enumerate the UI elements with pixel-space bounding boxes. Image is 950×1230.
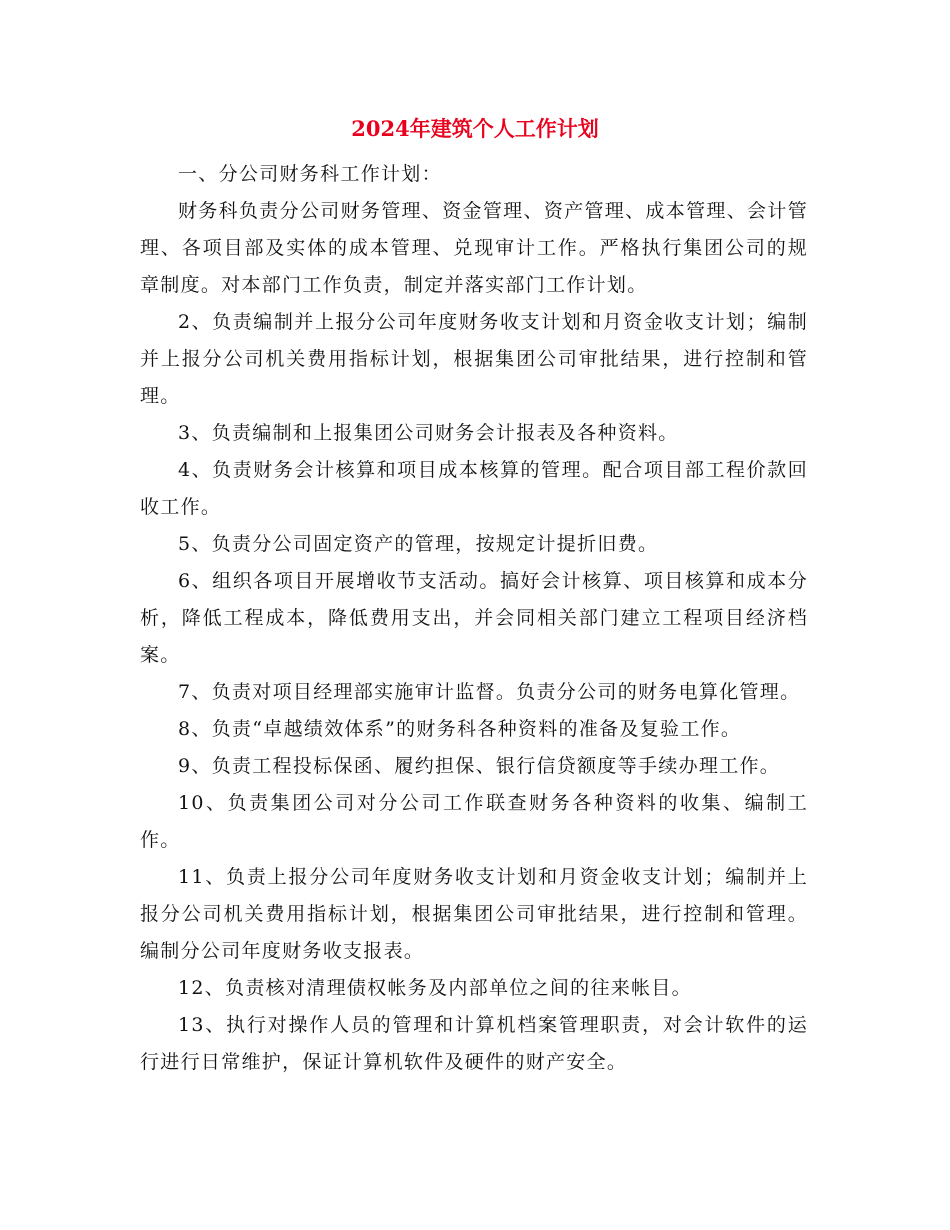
paragraph: 7、负责对项目经理部实施审计监督。负责分公司的财务电算化管理。: [178, 681, 801, 703]
paragraph: 2、负责编制并上报分公司年度财务收支计划和月资金收支计划；编制并上报分公司机关费用指标计划，根据集团公司审批结果，进行控制和管理。: [140, 311, 808, 407]
paragraph: 10、负责集团公司对分公司工作联查财务各种资料的收集、编制工作。: [140, 792, 808, 851]
paragraph: 5、负责分公司固定资产的管理，按规定计提折旧费。: [178, 533, 659, 555]
paragraph: 9、负责工程投标保函、履约担保、银行信贷额度等手续办理工作。: [178, 755, 781, 777]
paragraph: 4、负责财务会计核算和项目成本核算的管理。配合项目部工程价款回收工作。: [140, 459, 808, 518]
paragraph: 6、组织各项目开展增收节支活动。搞好会计核算、项目核算和成本分析，降低工程成本，降低费用支出，并会同相关部门建立工程项目经济档案。: [140, 570, 808, 666]
document-title: 2024年建筑个人工作计划: [351, 116, 599, 141]
paragraph: 13、执行对操作人员的管理和计算机档案管理职责，对会计软件的运行进行日常维护，保证计算机软件及硬件的财产安全。: [140, 1014, 808, 1073]
paragraph: 3、负责编制和上报集团公司财务会计报表及各种资料。: [178, 422, 679, 444]
document-body: [140, 156, 808, 1081]
paragraph: 8、负责“卓越绩效体系”的财务科各种资料的准备及复验工作。: [178, 718, 742, 740]
section-heading: 一、分公司财务科工作计划：: [178, 163, 442, 185]
paragraph: 11、负责上报分公司年度财务收支计划和月资金收支计划；编制并上报分公司机关费用指标计划，根据集团公司审批结果，进行控制和管理。编制分公司年度财务收支报表。: [140, 866, 808, 962]
paragraph: 12、负责核对清理债权帐务及内部单位之间的往来帐目。: [178, 977, 692, 999]
paragraph: 财务科负责分公司财务管理、资金管理、资产管理、成本管理、会计管理、各项目部及实体的成本管理、兑现审计工作。严格执行集团公司的规章制度。对本部门工作负责，制定并落实部门工作计划。: [140, 200, 808, 296]
